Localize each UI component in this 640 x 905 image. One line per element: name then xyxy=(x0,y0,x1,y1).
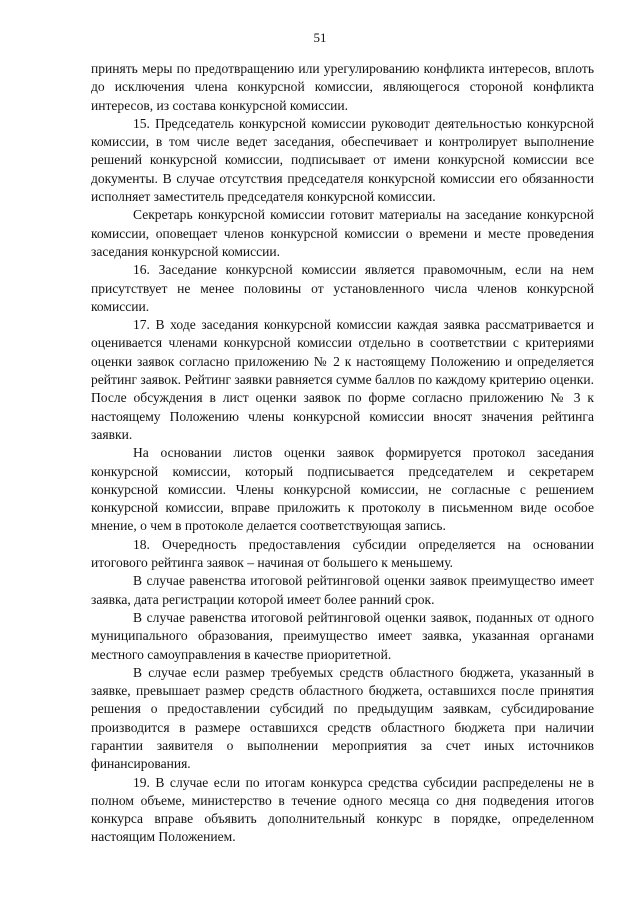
paragraph-budget-exceeded: В случае если размер требуемых средств областного бюджета, указанный в заявке, превышает размер средств областного бюджета, оставшихся после принятия решения о предоставлении субсидий по предыдущим заявкам, субсидирование производится в размере оставшихся средств областного бюджета при наличии гарантии заявителя о выполнении мероприятия за счет иных источников финансирования. xyxy=(91,664,594,772)
paragraph-protocol: На основании листов оценки заявок формируется протокол заседания конкурсной комиссии, который подписывается председателем и секретарем конкурсной комиссии. Члены конкурсной комиссии, не согласные с решением конкурсной комиссии, вправе приложить к протоколу в письменном виде особое мнение, о чем в протоколе делается соответствующая запись. xyxy=(91,445,594,534)
document-body xyxy=(91,60,594,847)
paragraph-equal-rating-priority: В случае равенства итоговой рейтинговой оценки заявок, поданных от одного муниципального образования, преимущество имеет заявка, указанная органами местного самоуправления в качестве приоритетной. xyxy=(91,609,594,662)
paragraph-16: 16. Заседание конкурсной комиссии является правомочным, если на нем присутствует не менее половины от установленного числа членов конкурсной комиссии. xyxy=(91,262,594,314)
paragraph-equal-rating-date: В случае равенства итоговой рейтинговой оценки заявок преимущество имеет заявка, дата регистрации которой имеет более ранний срок. xyxy=(91,573,594,607)
page-number: 51 xyxy=(313,30,327,45)
paragraph-secretary: Секретарь конкурсной комиссии готовит материалы на заседание конкурсной комиссии, оповещает членов конкурсной комиссии о времени и месте проведения заседания конкурсной комиссии. xyxy=(91,207,594,259)
paragraph-17: 17. В ходе заседания конкурсной комиссии каждая заявка рассматривается и оценивается членами конкурсной комиссии отдельно в соответствии с критериями оценки заявок согласно приложению № 2 к настоящему Положению и определяется рейтинг заявок. Рейтинг заявки равняется сумме баллов по каждому критерию оценки. После обсуждения в лист оценки заявок по форме согласно приложению № 3 к настоящему Положению члены конкурсной комиссии вносят значения рейтинга заявки. xyxy=(91,317,594,442)
paragraph-15: 15. Председатель конкурсной комиссии руководит деятельностью конкурсной комиссии, в том числе ведет заседания, обеспечивает и контролирует выполнение решений конкурсной комиссии, подписывает от имени конкурсной комиссии все документы. В случае отсутствия председателя конкурсной комиссии его обязанности исполняет заместитель председателя конкурсной комиссии. xyxy=(91,115,594,205)
paragraph-19: 19. В случае если по итогам конкурса средства субсидии распределены не в полном объеме, министерство в течение одного месяца со дня подведения итогов конкурса вправе объявить дополнительный конкурс в порядке, определенном настоящим Положением. xyxy=(91,774,594,845)
paragraph-18: 18. Очередность предоставления субсидии определяется на основании итогового рейтинга заявок – начиная от большего к меньшему. xyxy=(91,536,594,571)
paragraph-continuation: принять меры по предотвращению или урегулированию конфликта интересов, вплоть до исключения члена конкурсной комиссии, являющегося стороной конфликта интересов, из состава конкурсной комиссии. xyxy=(91,61,594,113)
